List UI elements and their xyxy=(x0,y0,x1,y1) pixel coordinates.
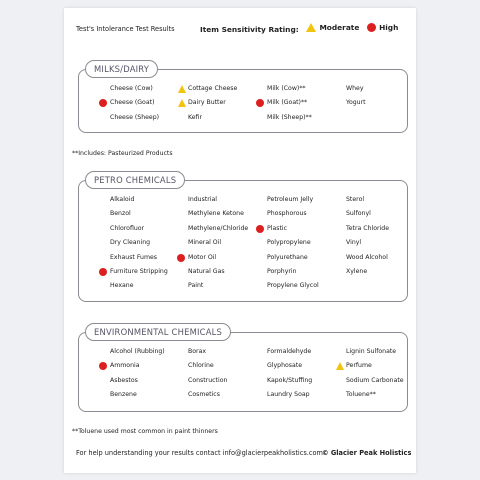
help-contact-text: For help understanding your results contact info@glacierpeakholistics.com xyxy=(76,449,323,457)
list-item: Construction xyxy=(188,376,228,384)
section-title: PETRO CHEMICALS xyxy=(85,171,185,189)
list-item: Kefir xyxy=(188,113,202,121)
list-item: Perfume xyxy=(346,362,372,370)
section-items xyxy=(79,181,407,301)
list-item: Mineral Oil xyxy=(188,239,222,247)
report-title: Test's Intolerance Test Results xyxy=(76,25,175,33)
list-item: Methylene Ketone xyxy=(188,210,244,218)
section-title: MILKS/DAIRY xyxy=(85,60,158,78)
list-item: Benzol xyxy=(110,210,131,218)
red-dot-icon xyxy=(99,268,107,276)
list-item: Tetra Chloride xyxy=(346,224,390,232)
list-item: Kapok/Stuffing xyxy=(267,376,313,384)
section-items xyxy=(79,333,407,411)
rating-label: Item Sensitivity Rating: xyxy=(200,25,299,34)
list-item: Cosmetics xyxy=(188,391,220,399)
list-item: Sterol xyxy=(346,196,365,203)
red-dot-icon xyxy=(256,225,264,233)
list-item: Phosphorous xyxy=(267,210,307,218)
list-item: Whey xyxy=(346,85,364,92)
section-environmental-chemicals xyxy=(78,327,408,412)
red-dot-icon xyxy=(256,99,264,107)
list-item: Cottage Cheese xyxy=(188,85,238,92)
list-item: Plastic xyxy=(267,224,288,232)
list-item: Petroleum Jelly xyxy=(267,196,314,203)
section-items xyxy=(79,70,407,132)
list-item: Milk (Goat)** xyxy=(267,99,308,107)
list-item: Paint xyxy=(188,282,204,290)
list-item: Ammonia xyxy=(110,362,140,370)
moderate-legend xyxy=(306,23,359,32)
list-item: Polypropylene xyxy=(267,239,311,247)
warning-triangle-icon xyxy=(178,85,186,93)
list-item: Sodium Carbonate xyxy=(346,376,404,384)
list-item: Milk (Sheep)** xyxy=(267,113,312,121)
list-item: Alkaloid xyxy=(110,196,135,203)
brand-copyright: © Glacier Peak Holistics xyxy=(322,449,412,457)
list-item: Dry Cleaning xyxy=(110,239,151,247)
list-item: Glyphosate xyxy=(267,362,303,370)
toluene-note: **Toluene used most common in paint thinners xyxy=(72,428,218,435)
list-item: Laundry Soap xyxy=(267,391,310,399)
red-dot-icon xyxy=(99,99,107,107)
moderate-label: Moderate xyxy=(319,23,360,32)
list-item: Benzene xyxy=(110,391,137,399)
red-dot-icon xyxy=(99,362,107,370)
list-item: Lignin Sulfonate xyxy=(346,348,397,355)
list-item: Sulfonyl xyxy=(346,210,371,218)
list-item: Polyurethane xyxy=(267,253,308,261)
list-item: Milk (Cow)** xyxy=(267,85,306,92)
list-item: Formaldehyde xyxy=(267,348,312,355)
list-item: Yogurt xyxy=(346,99,366,107)
list-item: Chlorine xyxy=(188,362,214,370)
section-title: ENVIRONMENTAL CHEMICALS xyxy=(85,323,231,341)
list-item: Wood Alcohol xyxy=(346,253,388,261)
high-legend xyxy=(367,23,398,32)
warning-triangle-icon xyxy=(336,362,344,370)
list-item: Industrial xyxy=(188,196,218,203)
list-item: Chlorofluor xyxy=(110,224,145,232)
warning-triangle-icon xyxy=(306,23,316,32)
list-item: Borax xyxy=(188,348,207,355)
red-dot-icon xyxy=(177,254,185,262)
sensitivity-rating-legend xyxy=(200,23,398,34)
list-item: Furniture Stripping xyxy=(110,268,168,275)
list-item: Dairy Butter xyxy=(188,99,226,107)
list-item: Asbestos xyxy=(110,376,138,384)
results-page xyxy=(64,8,416,473)
list-item: Alcohol (Rubbing) xyxy=(110,348,165,355)
list-item: Vinyl xyxy=(346,239,362,247)
list-item: Exhaust Fumes xyxy=(110,253,158,261)
list-item: Toluene** xyxy=(346,391,376,399)
list-item: Cheese (Sheep) xyxy=(110,113,160,121)
red-dot-icon xyxy=(367,23,376,32)
list-item: Motor Oil xyxy=(188,253,217,261)
list-item: Porphyrin xyxy=(267,268,297,275)
list-item: Cheese (Goat) xyxy=(110,99,155,107)
dairy-note: **Includes: Pasteurized Products xyxy=(72,150,173,157)
list-item: Hexane xyxy=(110,282,134,290)
high-label: High xyxy=(379,23,399,32)
list-item: Cheese (Cow) xyxy=(110,85,153,92)
list-item: Natural Gas xyxy=(188,268,225,275)
section-petro-chemicals xyxy=(78,175,408,302)
list-item: Xylene xyxy=(346,268,368,275)
list-item: Methylene/Chloride xyxy=(188,224,249,232)
warning-triangle-icon xyxy=(178,99,186,107)
list-item: Propylene Glycol xyxy=(267,282,319,290)
section-milks-dairy xyxy=(78,64,408,133)
